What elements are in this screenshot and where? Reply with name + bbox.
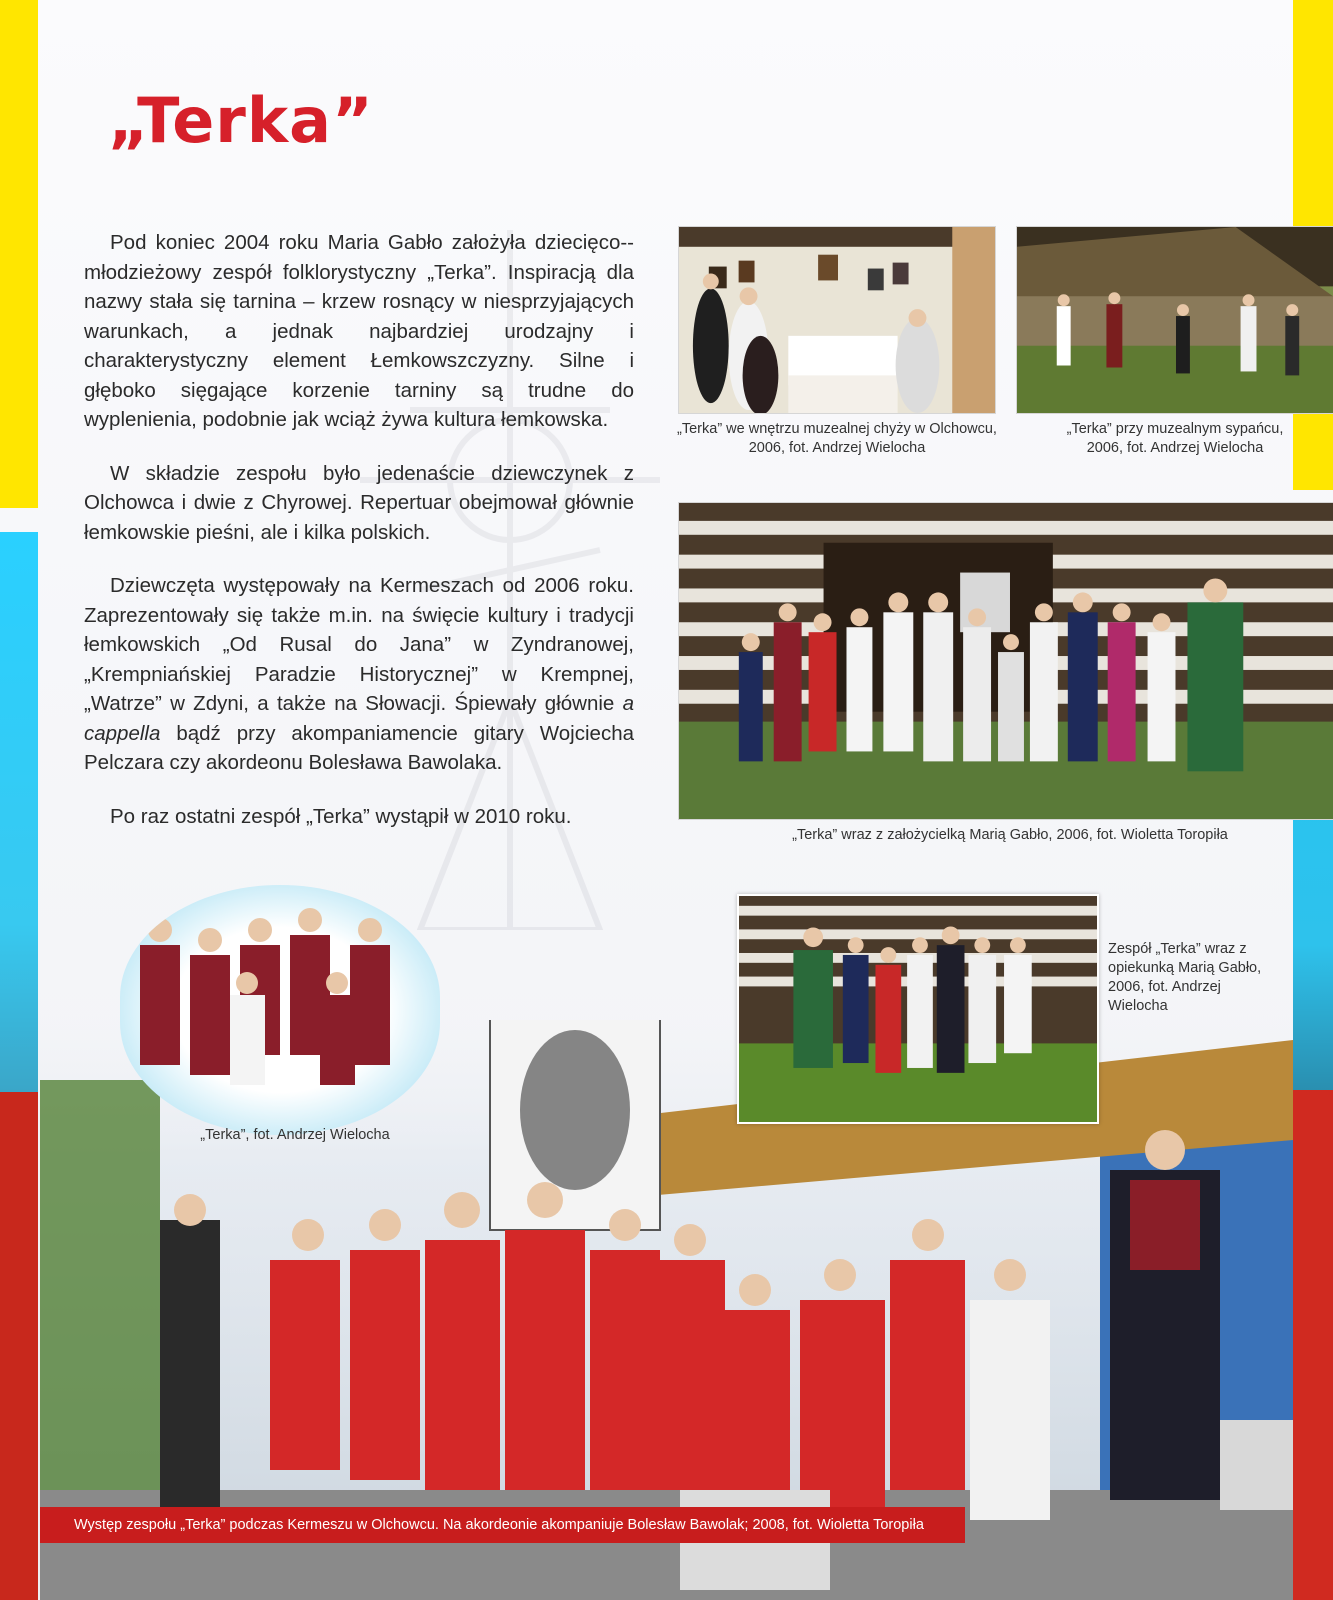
- paragraph-performances-start: Dziewczęta występowały na Kermeszach od 2006 roku. Zaprezentowały się także m.in. na święcie kultury i tradycji łemkowskich „Od Rusal do Jana” w Zyndranowej, „Krempniańskiej Paradzie Historycznej” w Krempnej, „Watrze” w Zdyni, a także na Słowacji. Śpiewały głównie: [84, 574, 634, 715]
- performance-caption-banner: Występ zespołu „Terka” podczas Kermeszu w Olchowcu. Na akordeonie akompaniuje Bolesław Bawolak; 2008, fot. Wioletta Toropiła: [40, 1507, 965, 1543]
- photo-interior: [678, 226, 996, 414]
- caption-guardian: Zespół „Terka” wraz z opiekunką Marią Gabło, 2006, fot. Andrzej Wielocha: [1108, 941, 1262, 1014]
- left-yellow-strip: [0, 0, 38, 508]
- paragraph-performances: [84, 571, 634, 778]
- photo-sypaniec: [1016, 226, 1333, 414]
- paragraph-last-performance: Po raz ostatni zespół „Terka” wystąpił w 2010 roku.: [110, 804, 572, 828]
- caption-sypaniec: „Terka” przy muzealnym sypańcu, 2006, fot. Andrzej Wielocha: [1066, 421, 1284, 456]
- photo-founder: [678, 502, 1333, 820]
- caption-interior: „Terka” we wnętrzu muzealnej chyży w Olchowcu, 2006, fot. Andrzej Wielocha: [677, 421, 997, 456]
- caption-founder: „Terka” wraz z założycielką Marią Gabło, 2006, fot. Wioletta Toropiła: [792, 827, 1228, 843]
- left-red-strip: [0, 1092, 38, 1600]
- page-title: „Terka”: [108, 84, 374, 157]
- paragraph-founding: Pod koniec 2004 roku Maria Gabło założyła dziecięco--młodzieżowy zespół folklorystyczny „Terka”. Inspiracją dla nazwy stała się tarnina – krzew rosnący w niesprzyjających warunkach, a jednak najbardziej urodzajny i charakterystyczny element Łemkowszczyzny. Silne i głęboko sięgające korzenie tarniny są trudne do wyplenienia, podobnie jak wciąż żywa kultura łemkowska.: [84, 231, 634, 431]
- paragraph-performances-end: bądź przy akompaniamencie gitary Wojciecha Pelczara czy akordeonu Bolesława Bawolaka.: [84, 721, 634, 774]
- paragraph-members: W składzie zespołu było jedenaście dziewczynek z Olchowca i dwie z Chyrowej. Repertuar obejmował głównie łemkowskie pieśni, ale i kilka polskich.: [84, 461, 634, 544]
- photo-portrait: [120, 885, 440, 1135]
- right-red-strip: [1293, 1090, 1333, 1600]
- photo-guardian: [737, 894, 1099, 1124]
- left-cyan-strip: [0, 532, 38, 1092]
- caption-portrait: „Terka”, fot. Andrzej Wielocha: [200, 1127, 390, 1143]
- article-body: [84, 228, 634, 855]
- paragraph-performances-italic: a cappella: [84, 692, 634, 745]
